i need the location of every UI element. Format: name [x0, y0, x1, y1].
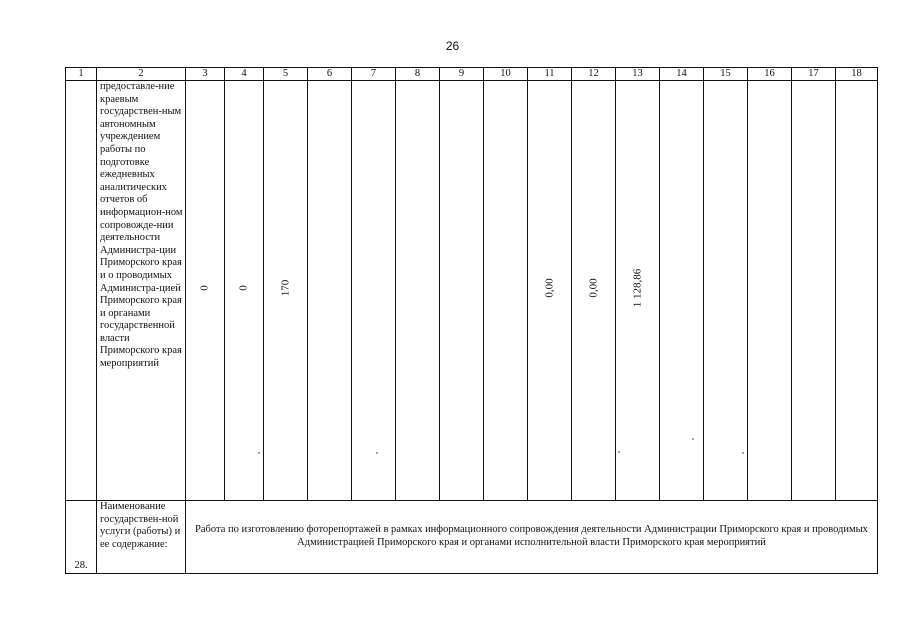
- value-cell-col16: [748, 81, 792, 501]
- value-cell-col4: [225, 81, 264, 501]
- service-name-label: Наименование государствен-ной услуги (работы) и ее содержание:: [100, 501, 181, 550]
- service-content: Работа по изготовлению фоторепортажей в рамках информационного сопровождения деятельности Администрации Приморского края и проводимых Администрацией Приморского края и органами исполнительной власти Приморского края мероприятий: [186, 501, 878, 574]
- service-description: предоставле-ние краевым государствен-ным автономным учреждением работы по подготовке ежедневных аналитических отчетов об информацион-ном сопровожде-нии деятельности Администра-ции Приморского края и о проводимых Администра-цией Приморского края и органами государственной власти Приморского края мероприятий: [100, 81, 183, 370]
- column-header: 17: [792, 68, 836, 81]
- scan-speck: [742, 452, 744, 454]
- column-header: 2: [97, 68, 186, 81]
- value-col5: 170: [279, 279, 292, 297]
- value-cell-col6: [308, 81, 352, 501]
- column-header: 5: [264, 68, 308, 81]
- value-cell-col7: [352, 81, 396, 501]
- column-header: 9: [440, 68, 484, 81]
- value-col3: 0: [198, 285, 211, 291]
- column-header: 7: [352, 68, 396, 81]
- column-header: 15: [704, 68, 748, 81]
- column-header: 11: [528, 68, 572, 81]
- value-cell-col13: [616, 81, 660, 501]
- column-header: 6: [308, 68, 352, 81]
- column-header: 8: [396, 68, 440, 81]
- value-col12: 0,00: [587, 278, 600, 298]
- value-cell-col15: [704, 81, 748, 501]
- column-header: 10: [484, 68, 528, 81]
- value-col13: 1 128,86: [631, 268, 644, 308]
- value-cell-col11: [528, 81, 572, 501]
- scan-speck: [618, 451, 620, 453]
- column-header: 13: [616, 68, 660, 81]
- value-cell-col3: [186, 81, 225, 501]
- column-header: 12: [572, 68, 616, 81]
- value-cell-col9: [440, 81, 484, 501]
- value-cell-col10: [484, 81, 528, 501]
- column-header: 1: [66, 68, 97, 81]
- table-row: [66, 81, 878, 501]
- value-col4: 0: [237, 285, 250, 291]
- service-description-cell: [97, 81, 186, 501]
- page-number: 26: [445, 39, 460, 53]
- row-number: 28.: [66, 501, 97, 574]
- value-cell-col18: [836, 81, 878, 501]
- services-table: [65, 67, 878, 574]
- value-cell-col17: [792, 81, 836, 501]
- column-number-row: [66, 68, 878, 81]
- scan-speck: [376, 452, 378, 454]
- scan-speck: [692, 438, 694, 440]
- service-name-label-cell: [97, 501, 186, 574]
- value-cell-col12: [572, 81, 616, 501]
- value-cell-col8: [396, 81, 440, 501]
- column-header: 3: [186, 68, 225, 81]
- value-cell-col14: [660, 81, 704, 501]
- column-header: 14: [660, 68, 704, 81]
- column-header: 4: [225, 68, 264, 81]
- column-header: 16: [748, 68, 792, 81]
- column-header: 18: [836, 68, 878, 81]
- scan-speck: [258, 452, 260, 454]
- value-cell-col5: [264, 81, 308, 501]
- value-col11: 0,00: [543, 278, 556, 298]
- table-row: [66, 501, 878, 574]
- row-number-cell: [66, 81, 97, 501]
